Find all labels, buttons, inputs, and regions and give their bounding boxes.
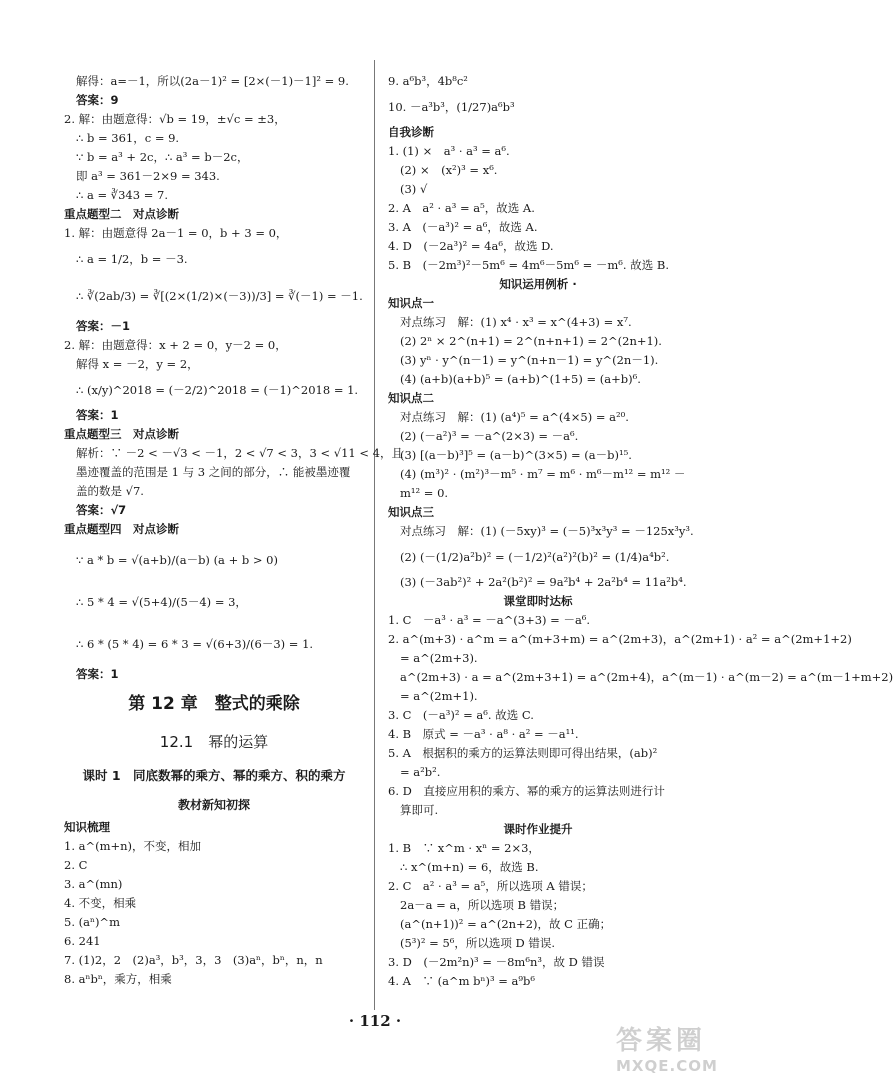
- text-line: 2. C a² · a³ = a⁵，所以选项 A 错误；: [388, 879, 593, 893]
- lesson-title: 课时 1 同底数幂的乘方、幂的乘方、积的乘方: [82, 768, 346, 783]
- text-line: = a^(2m+3).: [400, 651, 478, 665]
- text-line: ∴ 6 * (5 * 4) = 6 * 3 = √(6+3)/(6－3) = 1.: [76, 637, 314, 651]
- text-line: 1. C －a³ · a³ = －a^(3+3) = －a⁶.: [388, 613, 591, 627]
- watermark-line2: MXQE.COM: [616, 1057, 718, 1075]
- text-line: 6. 241: [64, 934, 101, 948]
- text-line: a^(2m+3) · a = a^(2m+3+1) = a^(2m+4)，a^(m－1) · a^(m－2) = a^(m－1+m+2): [400, 670, 893, 684]
- text-line: 8. aⁿbⁿ，乘方，相乘: [64, 972, 172, 986]
- text-line: m¹² = 0.: [400, 486, 449, 500]
- text-line: 对点练习 解：(1) (－5xy)³ = (－5)³x³y³ = －125x³y³.: [400, 524, 694, 538]
- text-line: 知识运用例析 ·: [499, 277, 577, 291]
- text-line: 2. a^(m+3) · a^m = a^(m+3+m) = a^(2m+3)，a^(2m+1) · a² = a^(2m+1+2): [388, 632, 852, 646]
- text-line: 重点题型四 对点诊断: [64, 522, 179, 536]
- text-line: ∴ ∛(2ab/3) = ∛[(2×(1/2)×(－3))/3] = ∛(－1) = －1.: [76, 289, 363, 303]
- text-line: (3) [(a－b)³]⁵ = (a－b)^(3×5) = (a－b)¹⁵.: [400, 448, 632, 462]
- text-line: 1. B ∵ x^m · xⁿ = 2×3，: [388, 841, 540, 855]
- text-line: 6. D 直接应用积的乘方、幂的乘方的运算法则进行计: [388, 784, 665, 798]
- left-column: [64, 72, 403, 989]
- text-line: = a^(2m+1).: [400, 689, 478, 703]
- text-line: 1. (1) × a³ · a³ = a⁶.: [388, 144, 510, 158]
- right-column: [388, 72, 893, 991]
- text-line: 答案：9: [76, 93, 119, 107]
- text-line: (2) (－(1/2)a²b)² = (－1/2)²(a²)²(b)² = (1/4)a⁴b².: [400, 550, 670, 564]
- text-line: 重点题型三 对点诊断: [64, 427, 179, 441]
- text-line: 对点练习 解：(1) x⁴ · x³ = x^(4+3) = x⁷.: [400, 315, 632, 329]
- text-line: 1. a^(m+n)，不变，相加: [64, 839, 202, 853]
- text-line: 自我诊断: [388, 125, 434, 139]
- text-line: 知识点一: [388, 296, 434, 310]
- text-line: = a²b².: [400, 765, 441, 779]
- text-line: 解得：a=－1，所以(2a－1)² = [2×(－1)－1]² = 9.: [76, 74, 349, 88]
- text-line: ∵ a * b = √(a+b)/(a－b) (a + b > 0): [76, 553, 278, 567]
- column-divider: [374, 60, 375, 1010]
- text-line: ∵ b = a³ + 2c，∴ a³ = b－2c，: [76, 150, 249, 164]
- text-line: 答案：1: [76, 408, 119, 422]
- text-line: 2a－a = a，所以选项 B 错误；: [400, 898, 565, 912]
- subheading: 教材新知初探: [177, 798, 250, 812]
- text-line: ∴ a = 1/2，b = －3.: [76, 252, 188, 266]
- text-line: 10. －a³b³，(1/27)a⁶b³: [388, 100, 515, 114]
- text-line: 1. 解：由题意得 2a－1 = 0，b + 3 = 0，: [64, 226, 288, 240]
- text-line: 答案：1: [76, 667, 119, 681]
- text-line: (4) (a+b)(a+b)⁵ = (a+b)^(1+5) = (a+b)⁶.: [400, 372, 641, 386]
- text-line: 知识点二: [388, 391, 434, 405]
- text-line: 5. (aⁿ)^m: [64, 915, 120, 929]
- text-line: 课时作业提升: [503, 822, 573, 836]
- text-line: 4. D (－2a³)² = 4a⁶，故选 D.: [388, 239, 554, 253]
- text-line: 对点练习 解：(1) (a⁴)⁵ = a^(4×5) = a²⁰.: [400, 410, 629, 424]
- text-line: (5³)² = 5⁶，所以选项 D 错误.: [400, 936, 556, 950]
- chapter-title: 第 12 章 整式的乘除: [128, 694, 300, 714]
- text-line: (2) × (x²)³ = x⁶.: [400, 163, 498, 177]
- left-answer-lines-2: [64, 818, 364, 989]
- text-line: 知识点三: [388, 505, 434, 519]
- text-line: 3. A (－a³)² = a⁶，故选 A.: [388, 220, 538, 234]
- text-line: 5. B (－2m³)²－5m⁶ = 4m⁶－5m⁶ = －m⁶. 故选 B.: [388, 258, 669, 272]
- text-line: 课堂即时达标: [503, 594, 573, 608]
- text-line: 3. D (－2m²n)³ = －8m⁶n³，故 D 错误: [388, 955, 605, 969]
- left-answer-lines: [64, 72, 403, 684]
- text-line: ∴ (x/y)^2018 = (－2/2)^2018 = (－1)^2018 = 1.: [76, 383, 359, 397]
- text-line: 解析：∵ －2 < －√3 < －1，2 < √7 < 3，3 < √11 < 4，且: [76, 446, 403, 460]
- text-line: (2) (－a²)³ = －a^(2×3) = －a⁶.: [400, 429, 579, 443]
- text-line: 3. C (－a³)² = a⁶. 故选 C.: [388, 708, 534, 722]
- text-line: 算即可.: [400, 803, 439, 817]
- text-line: 2. 解：由题意得：x + 2 = 0，y－2 = 0，: [64, 338, 287, 352]
- text-line: 2. A a² · a³ = a⁵，故选 A.: [388, 201, 535, 215]
- text-line: (a^(n+1))² = a^(2n+2)，故 C 正确；: [400, 917, 612, 931]
- text-line: 2. 解：由题意得：√b = 19，±√c = ±3，: [64, 112, 286, 126]
- text-line: ∴ b = 361，c = 9.: [76, 131, 180, 145]
- page-number: · 112 ·: [348, 1012, 402, 1030]
- text-line: 解得 x = －2，y = 2，: [76, 357, 199, 371]
- text-line: 答案：√7: [76, 503, 127, 517]
- text-line: 4. A ∵ (a^m bⁿ)³ = a⁹b⁶: [388, 974, 535, 988]
- text-line: 9. a⁶b³，4b⁸c²: [388, 74, 468, 88]
- text-line: (3) √: [400, 182, 428, 196]
- text-line: ∴ x^(m+n) = 6，故选 B.: [400, 860, 539, 874]
- text-line: 即 a³ = 361－2×9 = 343.: [76, 169, 220, 183]
- watermark-logo: [616, 1020, 736, 1075]
- watermark-line1: 答案圈: [616, 1026, 707, 1056]
- text-line: 4. B 原式 = －a³ · a⁸ · a² = －a¹¹.: [388, 727, 579, 741]
- text-line: (4) (m³)² · (m²)³－m⁵ · m⁷ = m⁶ · m⁶－m¹² = m¹² －: [400, 467, 686, 481]
- text-line: ∴ 5 * 4 = √(5+4)/(5－4) = 3，: [76, 595, 247, 609]
- text-line: 墨迹覆盖的范围是 1 与 3 之间的部分，∴ 能被墨迹覆: [76, 465, 351, 479]
- text-line: (3) yⁿ · y^(n－1) = y^(n+n－1) = y^(2n－1).: [400, 353, 659, 367]
- text-line: 知识梳理: [64, 820, 110, 834]
- text-line: 4. 不变，相乘: [64, 896, 137, 910]
- text-line: 2. C: [64, 858, 88, 872]
- text-line: 7. (1)2，2 (2)a³，b³，3，3 (3)aⁿ，bⁿ，n，n: [64, 953, 323, 967]
- text-line: 5. A 根据积的乘方的运算法则即可得出结果，(ab)²: [388, 746, 658, 760]
- text-line: 3. a^(mn): [64, 877, 123, 891]
- text-line: 重点题型二 对点诊断: [64, 207, 179, 221]
- text-line: (3) (－3ab²)² + 2a²(b²)² = 9a²b⁴ + 2a²b⁴ = 11a²b⁴.: [400, 575, 687, 589]
- text-line: ∴ a = ∛343 = 7.: [76, 188, 168, 202]
- right-answer-lines: [388, 72, 893, 991]
- text-line: (2) 2ⁿ × 2^(n+1) = 2^(n+n+1) = 2^(2n+1).: [400, 334, 662, 348]
- text-line: 盖的数是 √7.: [76, 484, 144, 498]
- text-line: 答案：－1: [76, 319, 131, 333]
- section-title: 12.1 幂的运算: [159, 733, 269, 751]
